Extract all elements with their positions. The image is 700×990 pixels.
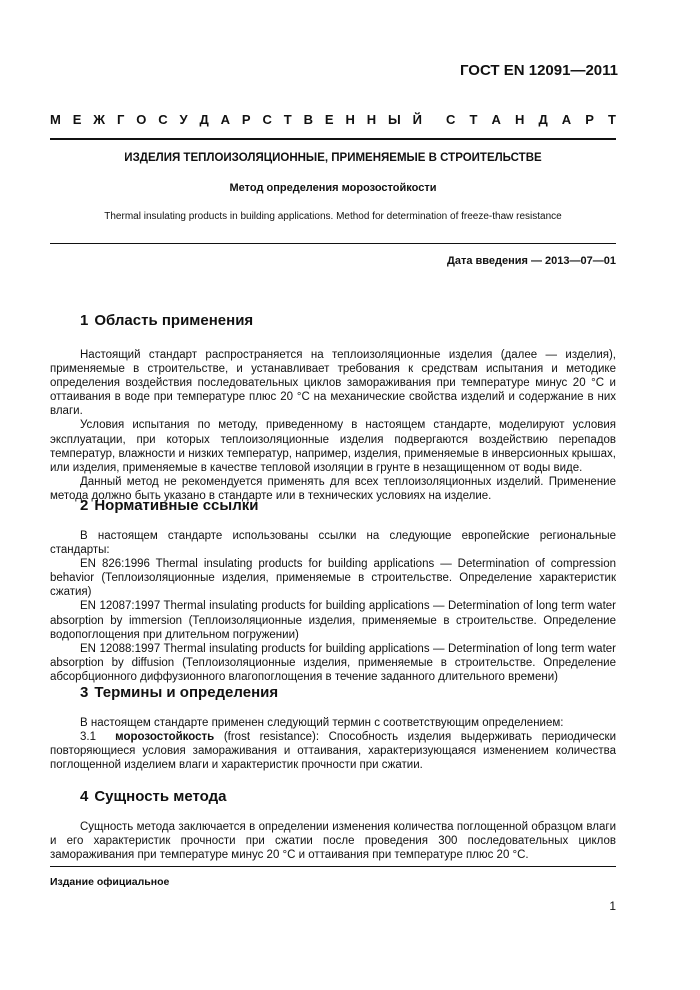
- document-code: ГОСТ EN 12091—2011: [459, 62, 618, 79]
- banner-letter: Д: [538, 112, 548, 127]
- document-title: ИЗДЕЛИЯ ТЕПЛОИЗОЛЯЦИОННЫЕ, ПРИМЕНЯЕМЫЕ В СТРОИТЕЛЬСТВЕ: [124, 152, 542, 164]
- banner-letter: Н: [366, 112, 377, 127]
- term-text: (frost resistance): Способность изделия выдерживать периодически повторяющиеся условия замораживания и оттаивания, характеризующаяся изменением количества поглощенной изделием влаги и характеристик прочности при сжатии.: [50, 731, 617, 772]
- banner-letter: В: [303, 112, 313, 127]
- paragraph: В настоящем стандарте применен следующий термин с соответствующим определением:: [80, 717, 564, 729]
- section-4-heading: [80, 788, 227, 805]
- section-title: Сущность метода: [94, 788, 227, 805]
- official-edition-label: Издание официальное: [50, 876, 170, 888]
- interstate-word: [50, 112, 422, 127]
- english-title: Thermal insulating products in building applications. Method for determination of freeze-thaw resistance: [104, 211, 562, 222]
- banner-letter: Н: [514, 112, 525, 127]
- banner-letter: Т: [283, 112, 292, 127]
- section-number: 2: [80, 497, 89, 514]
- section-4-body: [50, 820, 616, 862]
- term: морозостойкость: [115, 731, 215, 744]
- banner-letter: О: [136, 112, 147, 127]
- banner-letter: Р: [585, 112, 594, 127]
- banner-letter: С: [262, 112, 272, 127]
- section-title: Нормативные ссылки: [94, 497, 259, 514]
- document-subtitle: Метод определения морозостойкости: [229, 182, 437, 194]
- reference-item: EN 12088:1997 Thermal insulating products for building applications — Determination of long term water absorption by diffusion (Теплоизоляционные изделия, применяемые в строительстве. Определение абсорбционного диффузионного влагопоглощения в течение заданного длительного времени): [50, 642, 616, 683]
- section-number: 1: [80, 312, 89, 329]
- header-rule: [50, 138, 616, 140]
- section-title: Область применения: [94, 312, 254, 329]
- section-2-body: [50, 529, 616, 684]
- banner-letter: М: [50, 112, 61, 127]
- interstate-standard-banner: [50, 112, 616, 127]
- section-3-heading: [80, 684, 278, 701]
- banner-letter: А: [220, 112, 231, 127]
- banner-letter: Р: [241, 112, 251, 127]
- banner-letter: С: [158, 112, 168, 127]
- section-1-body: [50, 348, 616, 503]
- reference-item: EN 826:1996 Thermal insulating products for building applications — Determination of compression behavior (Теплоизоляционные изделия, применяемые в строительстве. Определение характеристик сжатия): [50, 558, 616, 599]
- footer-rule: [50, 866, 616, 867]
- banner-letter: Е: [72, 112, 82, 127]
- banner-letter: Й: [412, 112, 422, 127]
- reference-item: EN 12087:1997 Thermal insulating products for building applications — Determination of long term water absorption by immersion (Теплоизоляционные изделия, применяемые в строительстве. Определение водопоглощения при длительном погружении): [50, 600, 616, 641]
- banner-letter: Д: [199, 112, 209, 127]
- section-number: 3: [80, 684, 89, 701]
- introduction-date: Дата введения — 2013—07—01: [447, 255, 616, 267]
- banner-letter: Н: [345, 112, 355, 127]
- banner-letter: А: [561, 112, 572, 127]
- banner-letter: С: [446, 112, 456, 127]
- title-rule: [50, 243, 616, 244]
- banner-letter: У: [179, 112, 188, 127]
- section-number: 4: [80, 788, 89, 805]
- banner-letter: Ы: [388, 112, 401, 127]
- term-definition: [50, 730, 616, 772]
- section-3-body: [50, 716, 616, 772]
- page-number: 1: [609, 899, 616, 913]
- banner-letter: Т: [469, 112, 478, 127]
- banner-letter: Г: [116, 112, 125, 127]
- paragraph: Сущность метода заключается в определении изменения количества поглощенной образцом влаги и его характеристик прочности при сжатии после проведения 300 последовательных циклов замораживания при температуре минус 20 °С и оттаивания при температуре плюс 20 °С.: [50, 821, 616, 862]
- banner-letter: Т: [608, 112, 616, 127]
- banner-letter: Ж: [93, 112, 106, 127]
- standard-word: [446, 112, 616, 127]
- section-title: Термины и определения: [94, 684, 279, 701]
- section-1-heading: [80, 312, 253, 329]
- paragraph: В настоящем стандарте использованы ссылки на следующие европейские региональные стандарты:: [50, 530, 616, 557]
- term-number: 3.1: [80, 731, 96, 744]
- section-2-heading: [80, 497, 258, 514]
- paragraph: Условия испытания по методу, приведенному в настоящем стандарте, моделируют условия эксплуатации, при которых теплоизоляционные изделия подвергаются воздействию перепадов температур, влажности и низких температур, например, изделия, применяемые в инверсионных крышах, или изделия, применяемые в качестве тепловой изоляции в грунте в незащищенном от воды виде.: [50, 419, 616, 474]
- banner-letter: Е: [324, 112, 334, 127]
- paragraph: Данный метод не рекомендуется применять для всех теплоизоляционных изделий. Применение метода должно быть указано в стандарте или в технических условиях на изделие.: [50, 475, 616, 502]
- banner-letter: А: [491, 112, 501, 127]
- paragraph: Настоящий стандарт распространяется на теплоизоляционные изделия (далее — изделия), применяемые в строительстве, и устанавливает требования к средствам испытания и методике определения воздействия последовательных циклов замораживания при температуре минус 20 °С и оттаивания в воде при температуре плюс 20 °С на механические свойства изделий и содержание в них влаги.: [50, 349, 616, 418]
